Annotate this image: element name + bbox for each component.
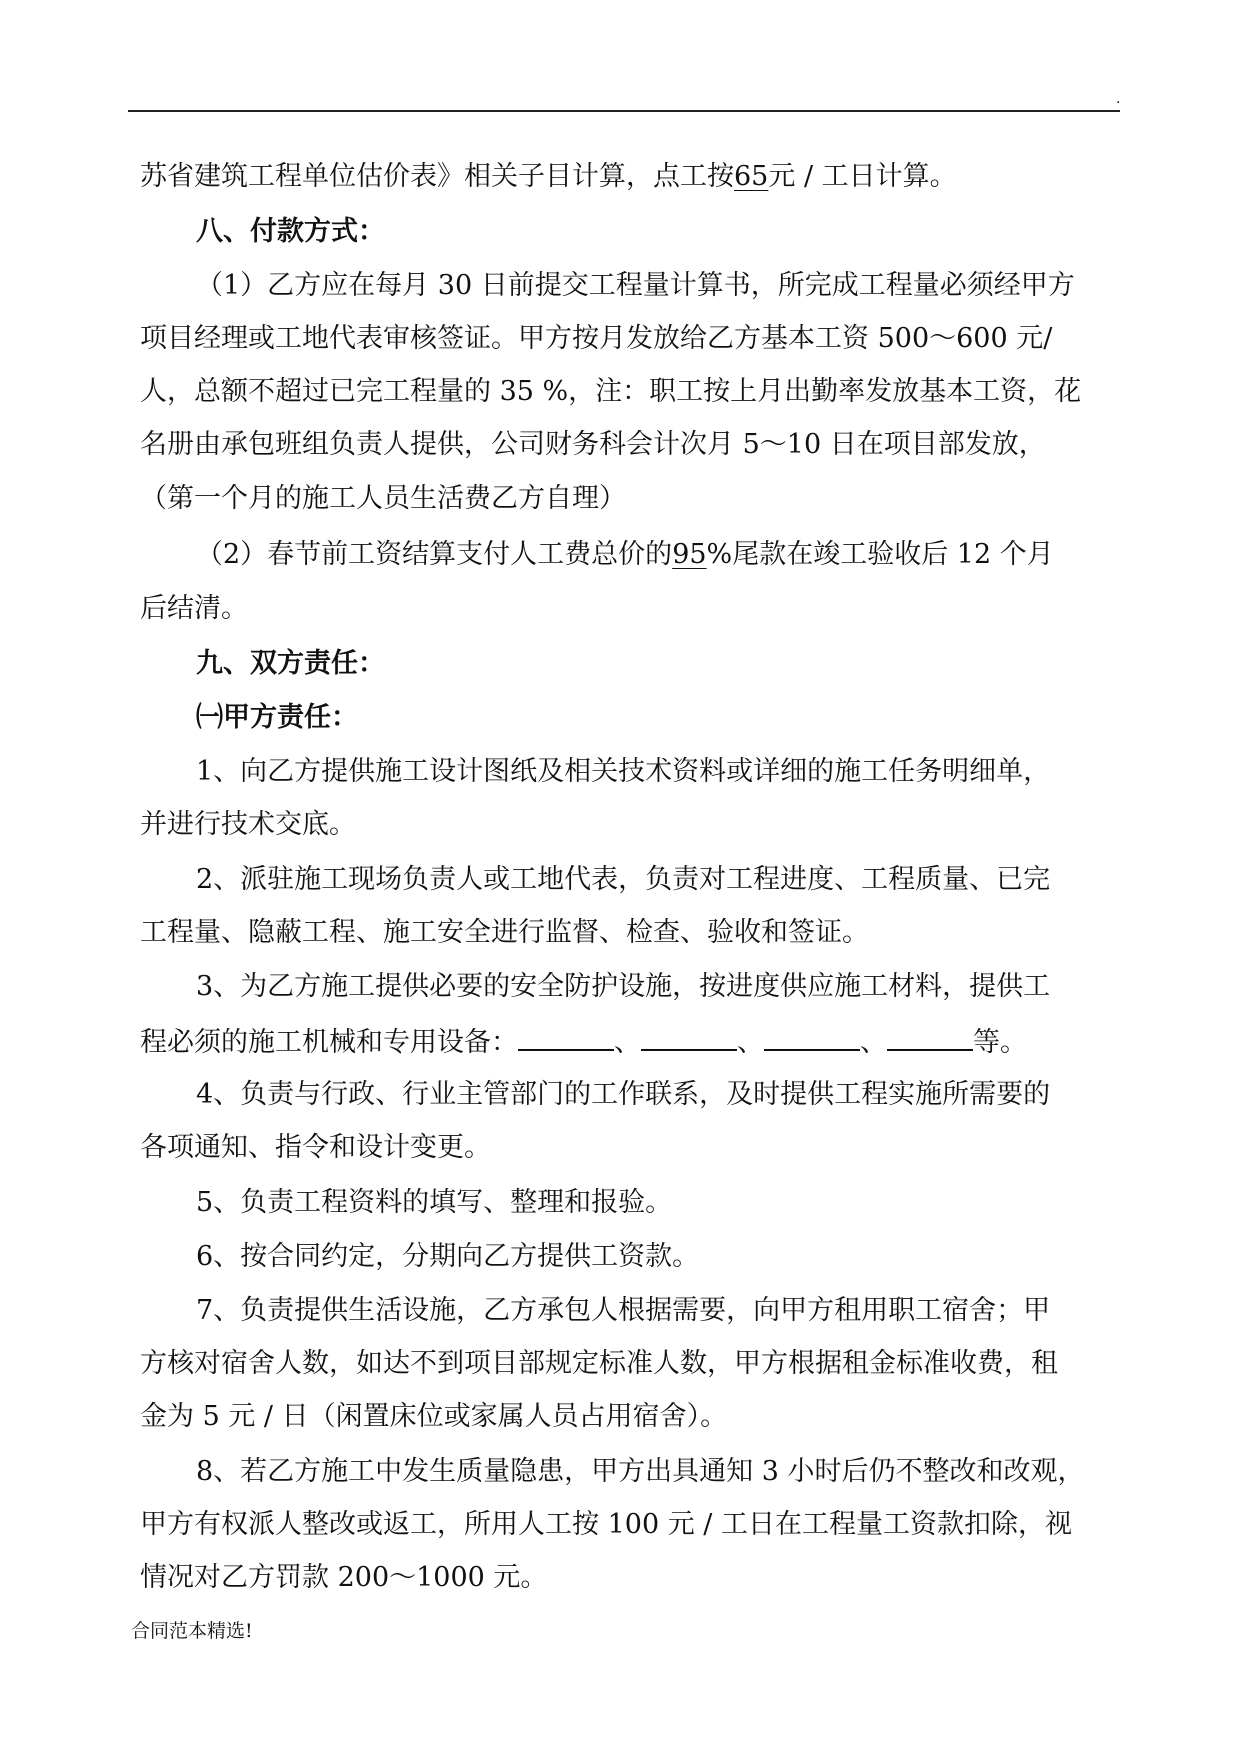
text-line: 7、负责提供生活设施，乙方承包人根据需要，向甲方租用职工宿舍；甲 — [196, 1295, 1051, 1326]
text-line: 8、若乙方施工中发生质量隐患，甲方出具通知 3 小时后仍不整改和改观， — [196, 1456, 1085, 1487]
text-line: 程必须的施工机械和专用设备： 、 、 、 等。 — [140, 1023, 1027, 1060]
text-line: 苏省建筑工程单位估价表》相关子目计算，点工按65元 / 工日计算。 — [140, 161, 957, 192]
text-line: 5、负责工程资料的填写、整理和报验。 — [196, 1187, 673, 1218]
section-heading-responsibilities: 九、双方责任： — [196, 648, 385, 679]
text-line: 各项通知、指令和设计变更。 — [140, 1132, 491, 1163]
text-line: （2）春节前工资结算支付人工费总价的95%尾款在竣工验收后 12 个月 — [196, 539, 1054, 570]
equipment-blank — [518, 1023, 614, 1051]
equipment-blank — [887, 1023, 973, 1051]
header-dot: . — [1116, 91, 1121, 107]
text-line: 工程量、隐蔽工程、施工安全进行监督、检查、验收和签证。 — [140, 917, 869, 948]
text-line: 2、派驻施工现场负责人或工地代表，负责对工程进度、工程质量、已完 — [196, 864, 1051, 895]
text-line: 项目经理或工地代表审核签证。甲方按月发放给乙方基本工资 500～600 元/ — [140, 323, 1053, 354]
text-line: 甲方有权派人整改或返工，所用人工按 100 元 / 工日在工程量工资款扣除，视 — [140, 1509, 1072, 1540]
point-work-rate: 65 — [734, 161, 769, 192]
text-line: 3、为乙方施工提供必要的安全防护设施，按进度供应施工材料，提供工 — [196, 971, 1051, 1002]
payment-percent: 95 — [672, 539, 707, 570]
equipment-blank — [764, 1023, 860, 1051]
text-line: 人，总额不超过已完工程量的 35 %，注：职工按上月出勤率发放基本工资，花 — [140, 376, 1082, 407]
text-line: 方核对宿舍人数，如达不到项目部规定标准人数，甲方根据租金标准收费，租 — [140, 1348, 1058, 1379]
text-line: （第一个月的施工人员生活费乙方自理） — [140, 483, 626, 514]
section-heading-payment: 八、付款方式： — [196, 216, 385, 247]
equipment-blank — [641, 1023, 737, 1051]
text-line: 后结清。 — [140, 593, 248, 624]
text-line: 名册由承包班组负责人提供，公司财务科会计次月 5～10 日在项目部发放， — [140, 429, 1046, 460]
header-rule — [128, 110, 1120, 112]
text-line: 并进行技术交底。 — [140, 809, 356, 840]
text-line: 4、负责与行政、行业主管部门的工作联系，及时提供工程实施所需要的 — [196, 1079, 1051, 1110]
text-line: 1、向乙方提供施工设计图纸及相关技术资料或详细的施工任务明细单， — [196, 756, 1051, 787]
text-line: 6、按合同约定，分期向乙方提供工资款。 — [196, 1241, 700, 1272]
footer-text: 合同范本精选! — [131, 1620, 253, 1642]
subsection-heading-party-a: ㈠甲方责任： — [196, 702, 358, 733]
text-line: 金为 5 元 / 日（闲置床位或家属人员占用宿舍）。 — [140, 1401, 728, 1432]
text-line: 情况对乙方罚款 200～1000 元。 — [140, 1562, 548, 1593]
text-line: （1）乙方应在每月 30 日前提交工程量计算书，所完成工程量必须经甲方 — [196, 270, 1075, 301]
